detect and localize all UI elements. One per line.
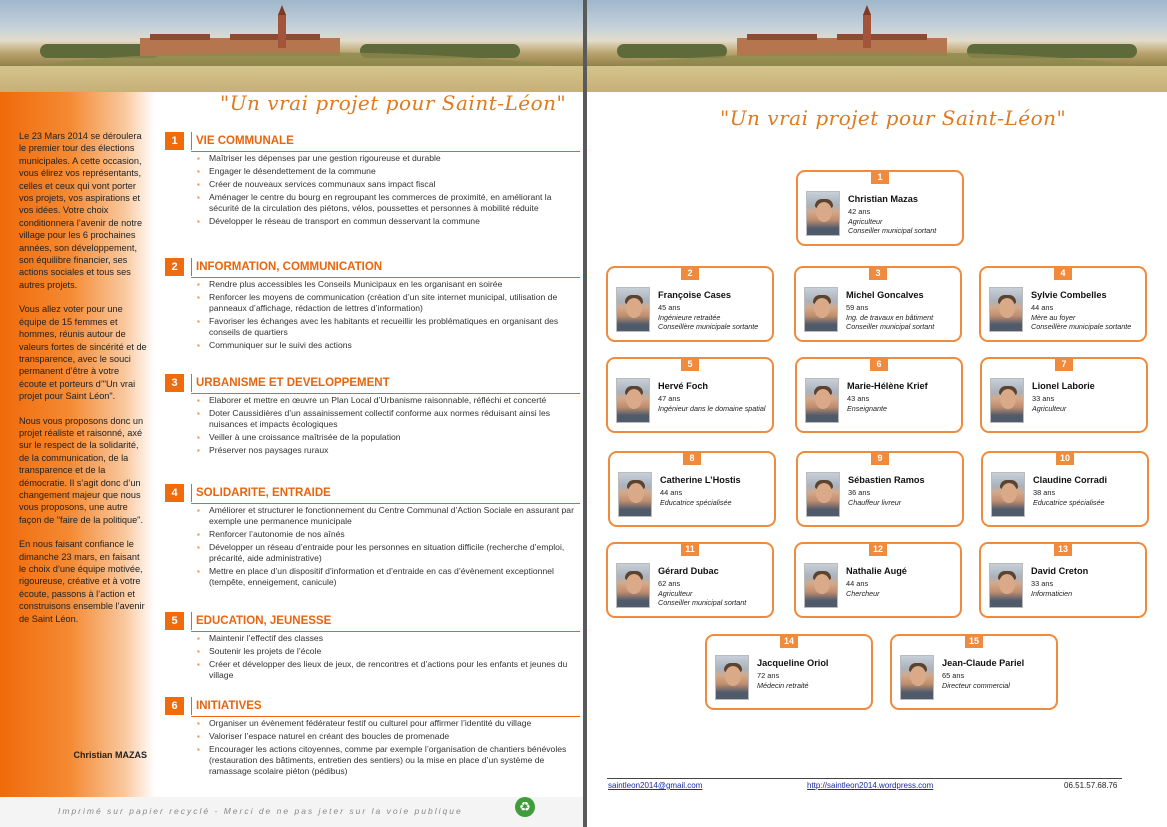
list-item: ▪ Préserver nos paysages ruraux [195, 445, 580, 456]
candidate-role: Conseillère municipale sortante [658, 322, 759, 331]
candidate-photo [900, 655, 934, 700]
candidate-number: 8 [683, 452, 701, 465]
candidate-age: 44 ans [846, 579, 869, 588]
candidate-age: 33 ans [1031, 579, 1054, 588]
candidate-role: Conseiller municipal sortant [848, 226, 937, 235]
candidate-card [980, 357, 1148, 433]
footer-note: Imprimé sur papier recyclé - Merci de ne pas jeter sur la voie publique [58, 806, 463, 816]
program-section [165, 484, 580, 590]
section-title: INFORMATION, COMMUNICATION [196, 261, 383, 273]
section-rule [191, 374, 192, 392]
candidate-job: Educatrice spécialisée [1033, 498, 1105, 507]
candidate-number: 5 [681, 358, 699, 371]
candidate-job: Agriculteur [848, 217, 883, 226]
candidate-name: Hervé Foch [658, 381, 709, 391]
candidate-card [890, 634, 1058, 710]
village-banner-photo [587, 0, 1167, 92]
section-rule [191, 631, 580, 632]
section-items [195, 153, 580, 227]
candidate-job: Médecin retraité [757, 681, 809, 690]
list-item: ▪ Aménager le centre du bourg en regroupant les commerces de proximité, en améliorant la sécurité de la circulation des piétons, vélos, poussettes et personnes à mobilité réduite [195, 192, 580, 214]
candidate-role: Conseillère municipale sortante [1031, 322, 1132, 331]
website-link[interactable]: http://saintleon2014.wordpress.com [807, 781, 934, 790]
candidate-occupation [658, 313, 776, 331]
section-items [195, 279, 580, 351]
candidate-number: 10 [1056, 452, 1074, 465]
list-item: ▪ Encourager les actions citoyennes, comme par exemple l’organisation de chantiers bénévoles (restauration des bâtiments, entretien des sentiers) ou la mise en place d’un système de ramassage scolaire piéton (pédibus) [195, 744, 580, 777]
list-item: ▪ Favoriser les échanges avec les habitants et recueillir les problématiques en organisant des conseils de quartiers [195, 316, 580, 338]
photo-face [626, 574, 642, 594]
candidate-photo [715, 655, 749, 700]
section-rule [191, 484, 192, 502]
candidate-age: 44 ans [660, 488, 683, 497]
page-title: "Un vrai projet pour Saint-Léon" [220, 91, 567, 115]
candidate-age: 43 ans [847, 394, 870, 403]
candidate-photo [805, 378, 839, 423]
candidate-age: 44 ans [1031, 303, 1054, 312]
intro-paragraph: Nous vous proposons donc un projet réaliste et raisonné, axé sur le respect de la solidarité, de la communication, de la transparence et de la démocratie. Il s’agit donc d’un changement majeur que nous vous proposons, une autre façon de "faire de la politique". [19, 415, 144, 525]
candidate-name: Christian Mazas [848, 194, 918, 204]
email-link[interactable]: saintleon2014@gmail.com [608, 781, 703, 790]
candidate-role: Conseiller municipal sortant [846, 322, 935, 331]
candidate-name: Gérard Dubac [658, 566, 719, 576]
candidate-name: Nathalie Augé [846, 566, 907, 576]
section-number: 2 [165, 258, 184, 276]
candidate-card [794, 542, 962, 618]
candidate-job: Ingénieur dans le domaine spatial [658, 404, 766, 413]
list-item: ▪ Engager le désendettement de la commune [195, 166, 580, 177]
candidate-age: 33 ans [1032, 394, 1055, 403]
section-rule [191, 277, 580, 278]
village-banner-photo [0, 0, 583, 92]
list-item: ▪ Maintenir l’effectif des classes [195, 633, 580, 644]
candidate-card [606, 266, 774, 342]
program-section [165, 697, 580, 779]
candidate-occupation [1031, 313, 1149, 331]
candidate-number: 15 [965, 635, 983, 648]
candidate-card [606, 357, 774, 433]
section-rule [191, 716, 580, 717]
section-number: 5 [165, 612, 184, 630]
candidate-photo [991, 472, 1025, 517]
candidate-occupation [1032, 404, 1150, 413]
section-rule [191, 612, 192, 630]
candidate-photo [990, 378, 1024, 423]
program-section [165, 258, 580, 353]
candidate-age: 65 ans [942, 671, 965, 680]
candidate-name: David Creton [1031, 566, 1089, 576]
candidate-job: Informaticien [1031, 589, 1073, 598]
candidate-job: Ingénieure retraitée [658, 313, 721, 322]
candidate-photo [989, 287, 1023, 332]
candidate-job: Ing. de travaux en bâtiment [846, 313, 934, 322]
candidate-role: Conseiller municipal sortant [658, 598, 747, 607]
intro-text [19, 130, 147, 637]
photo-face [815, 389, 831, 409]
candidate-age: 45 ans [658, 303, 681, 312]
candidate-number: 9 [871, 452, 889, 465]
footer-divider [607, 778, 1122, 779]
candidate-card [606, 542, 774, 618]
list-item: ▪ Rendre plus accessibles les Conseils Municipaux en les organisant en soirée [195, 279, 580, 290]
candidate-job: Agriculteur [1032, 404, 1067, 413]
candidate-age: 36 ans [848, 488, 871, 497]
section-header [165, 484, 580, 502]
section-header [165, 612, 580, 630]
section-rule [191, 258, 192, 276]
list-item: ▪ Soutenir les projets de l’école [195, 646, 580, 657]
intro-paragraph: Vous allez voter pour une équipe de 15 femmes et hommes, réunis autour de valeurs fortes de sincérité et de transparence, avec le souci permanent d’être à votre écoute et porteurs d’"Un vrai projet pour Saint Léon". [19, 304, 147, 402]
section-rule [191, 151, 580, 152]
recycle-icon: ♻ [515, 797, 535, 817]
photo-face [626, 389, 642, 409]
section-rule [191, 132, 192, 150]
candidate-age: 72 ans [757, 671, 780, 680]
candidate-card [796, 170, 964, 246]
section-items [195, 395, 580, 456]
candidate-job: Chauffeur livreur [848, 498, 902, 507]
candidate-age: 42 ans [848, 207, 871, 216]
candidate-card [979, 542, 1147, 618]
candidate-photo [616, 563, 650, 608]
candidate-job: Chercheur [846, 589, 880, 598]
candidate-name: Jean-Claude Pariel [942, 658, 1025, 668]
section-header [165, 374, 580, 392]
candidate-number: 1 [871, 171, 889, 184]
candidate-card [705, 634, 873, 710]
candidate-occupation [658, 404, 776, 413]
list-item: ▪ Doter Caussidières d’un assainissement collectif conforme aux normes réduisant ainsi les nuisances et impacts écologiques [195, 408, 580, 430]
candidate-number: 3 [869, 267, 887, 280]
photo-face [1001, 483, 1017, 503]
section-number: 3 [165, 374, 184, 392]
photo-face [816, 202, 832, 222]
candidate-occupation [846, 589, 964, 598]
section-title: EDUCATION, JEUNESSE [196, 615, 332, 627]
candidate-number: 4 [1054, 267, 1072, 280]
photo-face [999, 298, 1015, 318]
list-item: ▪ Renforcer l’autonomie de nos aînés [195, 529, 580, 540]
candidate-name: Michel Goncalves [846, 290, 924, 300]
candidate-name: Marie-Hélène Krief [847, 381, 928, 391]
candidate-card [979, 266, 1147, 342]
section-items [195, 505, 580, 588]
candidate-name: Catherine L’Hostis [660, 475, 741, 485]
candidate-job: Educatrice spécialisée [660, 498, 732, 507]
program-page [0, 0, 583, 827]
candidate-occupation [847, 404, 965, 413]
list-item: ▪ Valoriser l’espace naturel en créant des boucles de promenade [195, 731, 580, 742]
candidate-number: 6 [870, 358, 888, 371]
list-item: ▪ Développer le réseau de transport en commun desservant la commune [195, 216, 580, 227]
phone-number: 06.51.57.68.76 [1064, 781, 1118, 790]
candidate-number: 7 [1055, 358, 1073, 371]
candidate-job: Directeur commercial [942, 681, 1010, 690]
program-section [165, 374, 580, 458]
list-item: ▪ Elaborer et mettre en œuvre un Plan Local d’Urbanisme raisonnable, réfléchi et concerté [195, 395, 580, 406]
candidate-card [796, 451, 964, 527]
candidate-photo [989, 563, 1023, 608]
candidate-photo [616, 378, 650, 423]
candidate-photo [804, 563, 838, 608]
list-item: ▪ Développer un réseau d’entraide pour les personnes en situation difficile (recherche d’emploi, précarité, aide administrative) [195, 542, 580, 564]
program-section [165, 132, 580, 229]
program-section [165, 612, 580, 683]
candidate-age: 38 ans [1033, 488, 1056, 497]
candidate-photo [616, 287, 650, 332]
candidate-occupation [1031, 589, 1149, 598]
candidate-card [795, 357, 963, 433]
section-title: VIE COMMUNALE [196, 135, 294, 147]
section-rule [191, 393, 580, 394]
list-item: ▪ Créer et développer des lieux de jeux, de rencontres et d’actions pour les enfants et jeunes du village [195, 659, 580, 681]
list-item: ▪ Créer de nouveaux services communaux sans impact fiscal [195, 179, 580, 190]
candidate-name: Françoise Cases [658, 290, 732, 300]
candidate-number: 12 [869, 543, 887, 556]
section-title: URBANISME ET DEVELOPPEMENT [196, 377, 390, 389]
section-title: SOLIDARITE, ENTRAIDE [196, 487, 331, 499]
candidate-occupation [1033, 498, 1151, 507]
photo-face [725, 666, 741, 686]
intro-paragraph: En nous faisant confiance le dimanche 23 mars, en faisant le choix d’une équipe motivée, rigoureuse, créative et à votre écoute, passons à l’action et construisons ensemble l’avenir de Saint Léon. [19, 539, 145, 624]
photo-face [626, 298, 642, 318]
candidate-photo [618, 472, 652, 517]
candidate-photo [804, 287, 838, 332]
section-rule [191, 503, 580, 504]
list-item: ▪ Veiller à une croissance maîtrisée de la population [195, 432, 580, 443]
candidate-card [981, 451, 1149, 527]
candidate-age: 47 ans [658, 394, 681, 403]
candidate-job: Agriculteur [658, 589, 693, 598]
photo-face [628, 483, 644, 503]
section-number: 6 [165, 697, 184, 715]
list-item: ▪ Communiquer sur le suivi des actions [195, 340, 580, 351]
section-number: 4 [165, 484, 184, 502]
photo-face [910, 666, 926, 686]
photo-face [814, 298, 830, 318]
signature: Christian MAZAS [73, 750, 147, 760]
candidate-number: 11 [681, 543, 699, 556]
section-header [165, 697, 580, 715]
intro-paragraph: Le 23 Mars 2014 se déroulera le premier tour des élections municipales. A cette occasion, vous élirez vos représentants, celles et ceux qui vont porter vos projets, vos aspirations et vos idées. Votre choix conditionnera l’avenir de notre village pour les 6 prochaines années, son développement, son équilibre financier, ses actions sociales et tous ses autres projets. [19, 131, 143, 290]
section-items [195, 718, 580, 777]
list-item: ▪ Renforcer les moyens de communication (création d’un site internet municipal, utilisation de panneaux d’affichage, rédaction de lettres d’information) [195, 292, 580, 314]
section-title: INITIATIVES [196, 700, 262, 712]
candidate-name: Sébastien Ramos [848, 475, 925, 485]
candidate-name: Lionel Laborie [1032, 381, 1095, 391]
candidate-occupation [757, 681, 875, 690]
section-header [165, 258, 580, 276]
candidate-job: Enseignante [847, 404, 887, 413]
candidate-number: 13 [1054, 543, 1072, 556]
candidate-name: Claudine Corradi [1033, 475, 1108, 485]
photo-face [816, 483, 832, 503]
candidate-card [794, 266, 962, 342]
candidate-number: 2 [681, 267, 699, 280]
list-item: ▪ Maîtriser les dépenses par une gestion rigoureuse et durable [195, 153, 580, 164]
candidate-name: Jacqueline Oriol [757, 658, 829, 668]
photo-face [1000, 389, 1016, 409]
candidate-occupation [848, 217, 966, 235]
candidate-occupation [848, 498, 966, 507]
section-number: 1 [165, 132, 184, 150]
list-item: ▪ Mettre en place d’un dispositif d’information et d’entraide en cas d’évènement exceptionnel (tempête, enneigement, canicule) [195, 566, 580, 588]
candidates-page [587, 0, 1167, 827]
candidate-card [608, 451, 776, 527]
section-items [195, 633, 580, 681]
candidate-photo [806, 472, 840, 517]
list-item: ▪ Améliorer et structurer le fonctionnement du Centre Communal d’Action Sociale en assurant par exemple une permanence municipale [195, 505, 580, 527]
candidate-number: 14 [780, 635, 798, 648]
list-item: ▪ Organiser un évènement fédérateur festif ou culturel pour affirmer l’identité du village [195, 718, 580, 729]
candidate-age: 62 ans [658, 579, 681, 588]
candidate-occupation [658, 589, 776, 607]
candidate-name: Sylvie Combelles [1031, 290, 1107, 300]
section-rule [191, 697, 192, 715]
candidate-photo [806, 191, 840, 236]
candidate-occupation [942, 681, 1060, 690]
page-title: "Un vrai projet pour Saint-Léon" [720, 106, 1067, 130]
photo-face [814, 574, 830, 594]
section-header [165, 132, 580, 150]
photo-face [999, 574, 1015, 594]
candidate-job: Mère au foyer [1031, 313, 1076, 322]
candidate-occupation [846, 313, 964, 331]
candidate-age: 59 ans [846, 303, 869, 312]
candidate-occupation [660, 498, 778, 507]
